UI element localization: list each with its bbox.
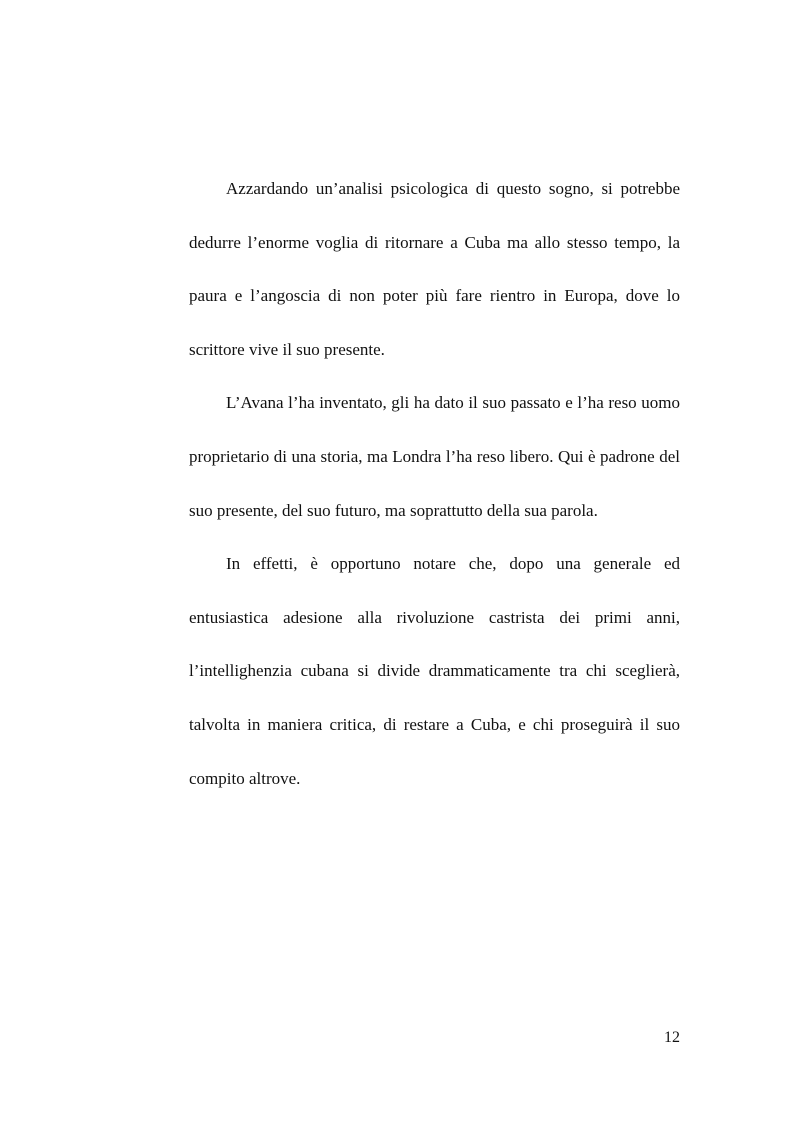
page-number: 12 bbox=[664, 1029, 680, 1046]
paragraph-2: L’Avana l’ha inventato, gli ha dato il suo passato e l’ha reso uomo proprietario di una storia, ma Londra l’ha reso libero. Qui è padrone del suo presente, del suo futuro, ma soprattutto della sua parola. bbox=[189, 393, 680, 520]
paragraph-1: Azzardando un’analisi psicologica di questo sogno, si potrebbe dedurre l’enorme voglia di ritornare a Cuba ma allo stesso tempo, la paura e l’angoscia di non poter più fare rientro in Europa, dove lo scrittore vive il suo presente. bbox=[189, 179, 680, 359]
paragraph-3: In effetti, è opportuno notare che, dopo una generale ed entusiastica adesione alla rivoluzione castrista dei primi anni, l’intellighenzia cubana si divide drammaticamente tra chi sceglierà, talvolta in maniera critica, di restare a Cuba, e chi proseguirà il suo compito altrove. bbox=[189, 554, 680, 788]
body-text bbox=[189, 162, 680, 805]
